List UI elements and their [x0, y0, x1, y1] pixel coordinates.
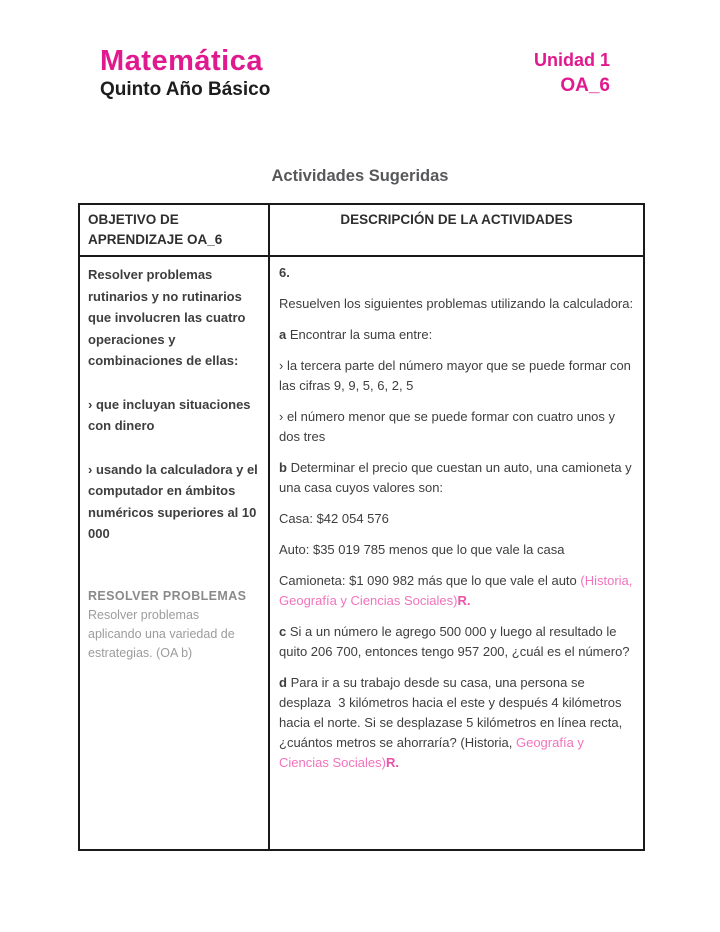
paragraph	[88, 264, 260, 372]
text-segment: c	[279, 624, 287, 639]
text-segment: Geografía y Ciencias Sociales)	[279, 735, 588, 770]
paragraph	[88, 459, 260, 545]
objective-cell	[79, 256, 269, 850]
paragraph	[279, 356, 634, 396]
paragraph	[279, 407, 634, 447]
text-segment: › que incluyan situaciones con dinero	[88, 396, 255, 433]
paragraph	[279, 263, 634, 283]
section-title: Actividades Sugeridas	[271, 167, 449, 185]
header-right	[534, 44, 610, 100]
text-segment: b	[279, 460, 287, 475]
text-segment: Casa: $42 054 576	[279, 511, 389, 526]
document-header	[100, 44, 610, 102]
unit-label: Unidad 1	[533, 50, 610, 70]
paragraph	[279, 294, 634, 314]
paragraph	[279, 325, 634, 345]
text-segment: Si a un número le agrego 500 000 y luego al resultado le quito 206 700, entonces tengo 957 200, ¿cuál es el número?	[279, 624, 630, 659]
text-segment: d	[279, 675, 287, 690]
table-body-row	[79, 256, 644, 850]
header-left	[100, 44, 270, 102]
skill-block-title: RESOLVER PROBLEMAS	[88, 588, 247, 603]
paragraph	[279, 509, 634, 529]
doc-title: Matemática	[100, 45, 263, 77]
text-segment: › el número menor que se puede formar con cuatro unos y dos tres	[279, 409, 619, 444]
text-segment: 6.	[279, 265, 290, 280]
table-header-row	[79, 204, 644, 256]
paragraph	[279, 571, 637, 611]
paragraph	[279, 622, 634, 662]
paragraph	[279, 540, 634, 560]
oa-code-label: OA_6	[560, 75, 610, 96]
text-segment: › la tercera parte del número mayor que se puede formar con las cifras 9, 9, 5, 6, 2, 5	[279, 358, 635, 393]
text-segment: a	[279, 327, 287, 342]
paragraph	[88, 394, 260, 437]
activities-table	[78, 203, 645, 851]
text-segment: Resolver problemas rutinarios y no rutinarios que involucren las cuatro operaciones y combinaciones de ellas:	[88, 267, 250, 368]
description-cell	[269, 256, 644, 850]
text-segment: Resuelven los siguientes problemas utilizando la calculadora:	[279, 296, 634, 311]
text-segment: Encontrar la suma entre:	[286, 327, 433, 342]
activity-paragraphs	[279, 263, 637, 773]
text-segment: Determinar el precio que cuestan un auto, una camioneta y una casa cuyos valores son:	[279, 460, 636, 495]
skill-block-body: Resolver problemas aplicando una variedad de estrategias. (OA b)	[88, 607, 235, 660]
text-segment: Camioneta: $1 090 982 más que lo que vale el auto	[279, 573, 581, 588]
text-segment: R.	[457, 593, 471, 608]
column-header-description: DESCRIPCIÓN DE LA ACTIVIDADES	[269, 204, 644, 256]
paragraph	[279, 673, 634, 773]
objective-paragraphs	[88, 264, 260, 545]
doc-subtitle: Quinto Año Básico	[100, 79, 271, 100]
skill-block	[88, 587, 260, 663]
column-header-objective: OBJETIVO DE APRENDIZAJE OA_6	[79, 204, 269, 256]
text-segment: (Historia, Geografía y Ciencias Sociales)	[279, 573, 637, 608]
text-segment: › usando la calculadora y el computador en ámbitos numéricos superiores al 10 000	[88, 461, 262, 541]
text-segment: Para ir a su trabajo desde su casa, una persona se desplaza 3 kilómetros hacia el este y después 4 kilómetros hacia el norte. Si se desplazase 5 kilómetros en línea recta, ¿cuántos metros se ahorraría? (Historia,	[279, 675, 626, 750]
paragraph	[279, 458, 634, 498]
text-segment: Auto: $35 019 785 menos que lo que vale la casa	[279, 542, 565, 557]
text-segment: R.	[385, 755, 399, 770]
